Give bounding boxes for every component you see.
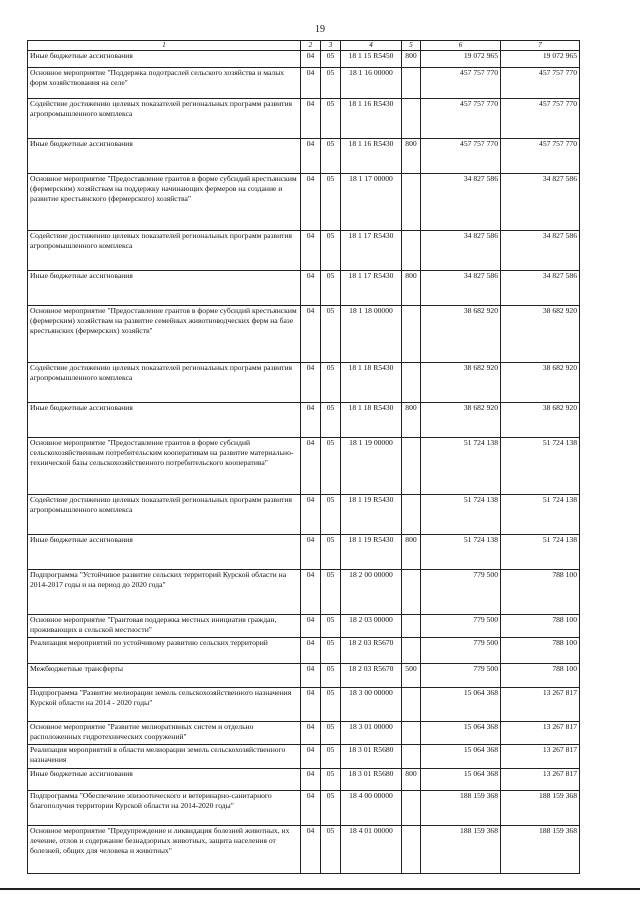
- table-row: [28, 615, 580, 638]
- expense-type-code: 800: [402, 139, 421, 174]
- expense-type-code: [402, 231, 421, 271]
- target-article-code: 18 1 16 00000: [341, 68, 402, 99]
- amount-year-1: 38 682 920: [421, 403, 501, 438]
- section-code: 04: [301, 363, 321, 403]
- subsection-code: 05: [321, 688, 341, 722]
- expense-type-code: 800: [402, 769, 421, 791]
- row-name: Иные бюджетные ассигнования: [28, 769, 301, 791]
- amount-year-2: 38 682 920: [501, 306, 580, 363]
- section-code: 04: [301, 745, 321, 769]
- target-article-code: 18 1 17 00000: [341, 174, 402, 231]
- target-article-code: 18 1 16 R5430: [341, 139, 402, 174]
- amount-year-2: 51 724 138: [501, 495, 580, 535]
- amount-year-1: 779 500: [421, 638, 501, 664]
- amount-year-2: 188 159 368: [501, 791, 580, 826]
- amount-year-2: 13 267 817: [501, 769, 580, 791]
- table-row: [28, 570, 580, 615]
- row-name: Основное мероприятие "Предоставление грантов в форме субсидий крестьянским (фермерским) хозяйствам на поддержку начинающих фермеров на создание и развитие крестьянского (фермерского) хозяйства": [28, 174, 301, 231]
- row-name: Иные бюджетные ассигнования: [28, 403, 301, 438]
- subsection-code: 05: [321, 791, 341, 826]
- subsection-code: 05: [321, 231, 341, 271]
- amount-year-1: 38 682 920: [421, 306, 501, 363]
- amount-year-2: 788 100: [501, 638, 580, 664]
- target-article-code: 18 1 17 R5430: [341, 231, 402, 271]
- subsection-code: 05: [321, 570, 341, 615]
- row-name: Реализация мероприятий по устойчивому развитию сельских территорий: [28, 638, 301, 664]
- row-name: Основное мероприятие "Предоставление грантов в форме субсидий сельскохозяйственным потребительским кооперативам на развитие материально-технической базы сельскохозяйственного потребительского кооператива": [28, 438, 301, 495]
- amount-year-1: 457 757 770: [421, 68, 501, 99]
- section-code: 04: [301, 139, 321, 174]
- target-article-code: 18 1 18 R5430: [341, 403, 402, 438]
- row-name: Иные бюджетные ассигнования: [28, 51, 301, 68]
- table-row: [28, 403, 580, 438]
- amount-year-1: 779 500: [421, 664, 501, 688]
- amount-year-1: 38 682 920: [421, 363, 501, 403]
- table-row: [28, 51, 580, 68]
- subsection-code: 05: [321, 51, 341, 68]
- table-row: [28, 139, 580, 174]
- column-number: 1: [28, 41, 301, 51]
- table-row: [28, 363, 580, 403]
- section-code: 04: [301, 722, 321, 745]
- section-code: 04: [301, 51, 321, 68]
- expense-type-code: [402, 722, 421, 745]
- amount-year-2: 19 072 965: [501, 51, 580, 68]
- amount-year-1: 15 064 368: [421, 688, 501, 722]
- row-name: Основное мероприятие "Поддержка подотраслей сельского хозяйства и малых форм хозяйствования на селе": [28, 68, 301, 99]
- table-row: [28, 688, 580, 722]
- section-code: 04: [301, 570, 321, 615]
- section-code: 04: [301, 231, 321, 271]
- section-code: 04: [301, 403, 321, 438]
- section-code: 04: [301, 535, 321, 570]
- amount-year-2: 51 724 138: [501, 535, 580, 570]
- expense-type-code: [402, 791, 421, 826]
- table-row: [28, 638, 580, 664]
- target-article-code: 18 1 19 R5430: [341, 495, 402, 535]
- column-number: 7: [501, 41, 580, 51]
- row-name: Содействие достижению целевых показателей региональных программ развития агропромышленного комплекса: [28, 495, 301, 535]
- subsection-code: 05: [321, 174, 341, 231]
- expense-type-code: [402, 68, 421, 99]
- table-row: [28, 769, 580, 791]
- amount-year-2: 13 267 817: [501, 722, 580, 745]
- expense-type-code: [402, 99, 421, 139]
- amount-year-1: 779 500: [421, 615, 501, 638]
- amount-year-1: 457 757 770: [421, 99, 501, 139]
- subsection-code: 05: [321, 535, 341, 570]
- target-article-code: 18 1 18 00000: [341, 306, 402, 363]
- amount-year-1: 19 072 965: [421, 51, 501, 68]
- row-name: Межбюджетные трансферты: [28, 664, 301, 688]
- amount-year-2: 788 100: [501, 664, 580, 688]
- row-name: Подпрограмма "Устойчивое развитие сельских территорий Курской области на 2014-2017 годы и на период до 2020 года": [28, 570, 301, 615]
- expense-type-code: [402, 174, 421, 231]
- subsection-code: 05: [321, 826, 341, 874]
- subsection-code: 05: [321, 769, 341, 791]
- table-row: [28, 438, 580, 495]
- table-row: [28, 271, 580, 306]
- target-article-code: 18 2 03 R5670: [341, 638, 402, 664]
- section-code: 04: [301, 99, 321, 139]
- amount-year-1: 188 159 368: [421, 791, 501, 826]
- expense-type-code: [402, 570, 421, 615]
- target-article-code: 18 2 03 00000: [341, 615, 402, 638]
- expense-type-code: [402, 363, 421, 403]
- target-article-code: 18 3 01 R5680: [341, 769, 402, 791]
- table-row: [28, 495, 580, 535]
- section-code: 04: [301, 769, 321, 791]
- amount-year-2: 34 827 586: [501, 271, 580, 306]
- subsection-code: 05: [321, 638, 341, 664]
- section-code: 04: [301, 791, 321, 826]
- expense-type-code: 800: [402, 535, 421, 570]
- table-row: [28, 826, 580, 874]
- row-name: Основное мероприятие "Развитие мелиоративных систем и отдельно расположенных гидротехнических сооружений": [28, 722, 301, 745]
- target-article-code: 18 1 17 R5430: [341, 271, 402, 306]
- expense-type-code: 800: [402, 51, 421, 68]
- column-number: 4: [341, 41, 402, 51]
- section-code: 04: [301, 615, 321, 638]
- amount-year-2: 13 267 817: [501, 745, 580, 769]
- section-code: 04: [301, 638, 321, 664]
- subsection-code: 05: [321, 139, 341, 174]
- expense-type-code: [402, 438, 421, 495]
- expense-type-code: [402, 615, 421, 638]
- amount-year-1: 51 724 138: [421, 495, 501, 535]
- amount-year-2: 38 682 920: [501, 363, 580, 403]
- column-number: 2: [301, 41, 321, 51]
- row-name: Иные бюджетные ассигнования: [28, 535, 301, 570]
- table-row: [28, 722, 580, 745]
- amount-year-1: 15 064 368: [421, 769, 501, 791]
- bottom-rule: [0, 888, 640, 890]
- target-article-code: 18 3 00 00000: [341, 688, 402, 722]
- section-code: 04: [301, 688, 321, 722]
- subsection-code: 05: [321, 306, 341, 363]
- table-row: [28, 231, 580, 271]
- column-number: 5: [402, 41, 421, 51]
- row-name: Основное мероприятие "Предоставление грантов в форме субсидий крестьянским (фермерским) хозяйствам на развитие семейных животноводческих ферм на базе крестьянских (фермерских) хозяйств": [28, 306, 301, 363]
- section-code: 04: [301, 271, 321, 306]
- expense-type-code: 800: [402, 271, 421, 306]
- amount-year-1: 34 827 586: [421, 271, 501, 306]
- subsection-code: 05: [321, 745, 341, 769]
- amount-year-1: 15 064 368: [421, 722, 501, 745]
- amount-year-1: 51 724 138: [421, 535, 501, 570]
- subsection-code: 05: [321, 271, 341, 306]
- section-code: 04: [301, 438, 321, 495]
- section-code: 04: [301, 495, 321, 535]
- subsection-code: 05: [321, 664, 341, 688]
- expense-type-code: [402, 688, 421, 722]
- row-name: Подпрограмма "Обеспечение эпизоотического и ветеринарно-санитарного благополучия территории Курской области на 2014-2020 годы": [28, 791, 301, 826]
- subsection-code: 05: [321, 438, 341, 495]
- expense-type-code: [402, 638, 421, 664]
- row-name: Реализация мероприятий в области мелиорации земель сельскохозяйственного назначения: [28, 745, 301, 769]
- target-article-code: 18 4 00 00000: [341, 791, 402, 826]
- expense-type-code: [402, 826, 421, 874]
- expense-type-code: [402, 495, 421, 535]
- row-name: Иные бюджетные ассигнования: [28, 139, 301, 174]
- amount-year-2: 13 267 817: [501, 688, 580, 722]
- subsection-code: 05: [321, 99, 341, 139]
- row-name: Содействие достижению целевых показателей региональных программ развития агропромышленного комплекса: [28, 231, 301, 271]
- column-number-row: [28, 41, 580, 51]
- row-name: Содействие достижению целевых показателей региональных программ развития агропромышленного комплекса: [28, 99, 301, 139]
- table-row: [28, 535, 580, 570]
- row-name: Иные бюджетные ассигнования: [28, 271, 301, 306]
- section-code: 04: [301, 664, 321, 688]
- section-code: 04: [301, 306, 321, 363]
- amount-year-2: 788 100: [501, 570, 580, 615]
- amount-year-1: 779 500: [421, 570, 501, 615]
- table-row: [28, 791, 580, 826]
- row-name: Основное мероприятие "Предупреждение и ликвидация болезней животных, их лечение, отлов и содержание безнадзорных животных, защита населения от болезней, общих для человека и животных": [28, 826, 301, 874]
- section-code: 04: [301, 68, 321, 99]
- row-name: Содействие достижению целевых показателей региональных программ развития агропромышленного комплекса: [28, 363, 301, 403]
- subsection-code: 05: [321, 403, 341, 438]
- column-number: 3: [321, 41, 341, 51]
- row-name: Подпрограмма "Развитие мелиорации земель сельскохозяйственного назначения Курской области на 2014 - 2020 годы": [28, 688, 301, 722]
- amount-year-1: 34 827 586: [421, 231, 501, 271]
- amount-year-2: 34 827 586: [501, 231, 580, 271]
- table-row: [28, 99, 580, 139]
- target-article-code: 18 1 15 R5450: [341, 51, 402, 68]
- target-article-code: 18 1 19 R5430: [341, 535, 402, 570]
- row-name: Основное мероприятие "Грантовая поддержка местных инициатив граждан, проживающих в сельской местности": [28, 615, 301, 638]
- target-article-code: 18 4 01 00000: [341, 826, 402, 874]
- amount-year-2: 457 757 770: [501, 99, 580, 139]
- target-article-code: 18 2 00 00000: [341, 570, 402, 615]
- subsection-code: 05: [321, 495, 341, 535]
- amount-year-1: 15 064 368: [421, 745, 501, 769]
- amount-year-1: 34 827 586: [421, 174, 501, 231]
- expense-type-code: 500: [402, 664, 421, 688]
- amount-year-1: 51 724 138: [421, 438, 501, 495]
- section-code: 04: [301, 174, 321, 231]
- table-row: [28, 745, 580, 769]
- target-article-code: 18 3 01 00000: [341, 722, 402, 745]
- subsection-code: 05: [321, 363, 341, 403]
- amount-year-1: 188 159 368: [421, 826, 501, 874]
- column-number: 6: [421, 41, 501, 51]
- expense-type-code: [402, 306, 421, 363]
- section-code: 04: [301, 826, 321, 874]
- expense-type-code: 800: [402, 403, 421, 438]
- table-row: [28, 664, 580, 688]
- target-article-code: 18 2 03 R5670: [341, 664, 402, 688]
- amount-year-2: 457 757 770: [501, 68, 580, 99]
- target-article-code: 18 3 01 R5680: [341, 745, 402, 769]
- target-article-code: 18 1 16 R5430: [341, 99, 402, 139]
- target-article-code: 18 1 18 R5430: [341, 363, 402, 403]
- budget-table: [27, 40, 580, 874]
- amount-year-2: 51 724 138: [501, 438, 580, 495]
- amount-year-2: 34 827 586: [501, 174, 580, 231]
- expense-type-code: [402, 745, 421, 769]
- amount-year-2: 788 100: [501, 615, 580, 638]
- table-row: [28, 68, 580, 99]
- table-row: [28, 306, 580, 363]
- amount-year-2: 38 682 920: [501, 403, 580, 438]
- amount-year-2: 457 757 770: [501, 139, 580, 174]
- target-article-code: 18 1 19 00000: [341, 438, 402, 495]
- subsection-code: 05: [321, 722, 341, 745]
- table-row: [28, 174, 580, 231]
- page-number: 19: [315, 24, 325, 35]
- amount-year-2: 188 159 368: [501, 826, 580, 874]
- amount-year-1: 457 757 770: [421, 139, 501, 174]
- subsection-code: 05: [321, 68, 341, 99]
- subsection-code: 05: [321, 615, 341, 638]
